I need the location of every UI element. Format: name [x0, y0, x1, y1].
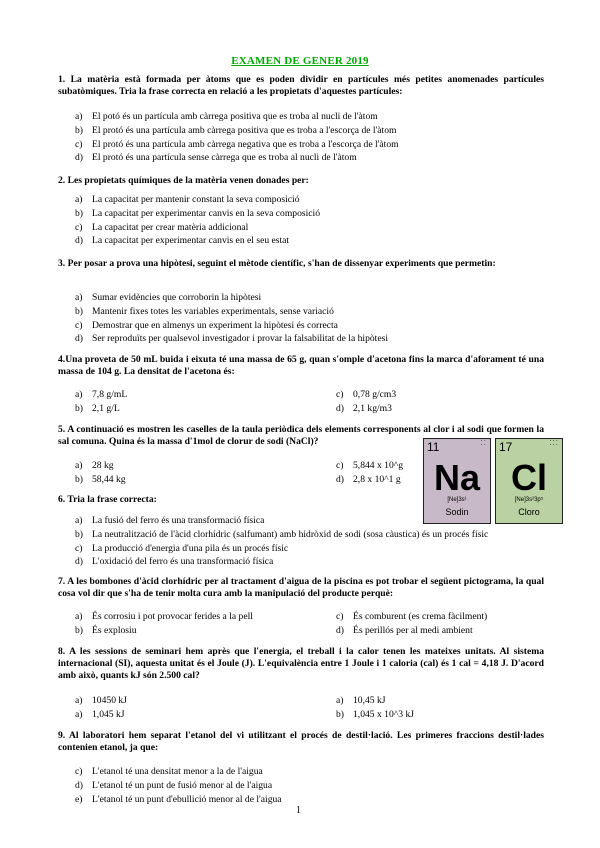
option	[75, 709, 125, 721]
electron-config: [Ne]3s²3p⁵	[514, 497, 544, 503]
option-text: 7,8 g/mL	[92, 389, 128, 400]
option-letter: b)	[75, 403, 83, 414]
option	[336, 460, 403, 472]
option-text: El potó és un partícula amb càrrega positiva que es troba al nucli de l'àtom	[92, 111, 378, 122]
chlorine-element-tile	[495, 438, 563, 524]
option-text: La capacitat per experimentar canvis en el seu estat	[92, 235, 290, 247]
option	[336, 403, 392, 415]
option-text: És perillós per al medi ambient	[353, 625, 473, 636]
option-letter: b)	[75, 207, 83, 219]
option	[75, 389, 127, 401]
option-letter: a)	[75, 611, 83, 622]
option-text: L'oxidació del ferro és una transformació física	[92, 556, 274, 568]
option	[75, 695, 127, 707]
question-2-options	[75, 194, 320, 249]
option-letter: e)	[75, 793, 83, 805]
question-3: 3. Per posar a prova una hipòtesi, seguint el mètode científic, s'han de dissenyar experiments que permetin:	[58, 258, 496, 269]
option-letter: d)	[75, 152, 83, 164]
option-letter: b)	[75, 625, 83, 636]
option-text: L'etanol té un punt de fusió menor al de l'aigua	[92, 779, 273, 791]
option-letter: a)	[75, 194, 83, 205]
option-letter: c)	[336, 611, 344, 622]
option	[336, 625, 473, 637]
option-letter: a)	[75, 695, 83, 706]
question-9-options	[75, 766, 282, 807]
page-number: 1	[296, 805, 301, 816]
atomic-number: 11	[427, 440, 440, 454]
option	[75, 474, 126, 486]
option-text: La capacitat per experimentar canvis en la seva composició	[92, 207, 321, 219]
question-5: 5. A continuació es mostren les caselles de la taula periòdica dels elements corresponents al clor i al sodi que formen la sal comuna. Quina és la massa d'1mol de clorur de sodi (NaCl)?	[58, 424, 544, 447]
option-text: Ser reproduïts per qualsevol investigador i provar la falsabilitat de la hipòtesi	[92, 333, 388, 345]
option	[75, 543, 488, 557]
option-letter: a)	[75, 460, 83, 471]
option-text: La fusió del ferro és una transformació física	[92, 515, 265, 526]
option-text: El protó és una partícula amb càrrega negativa que es troba a l'escorça de l'àtom	[92, 138, 399, 150]
option-letter: c)	[75, 221, 83, 233]
element-name: Sodin	[445, 507, 469, 517]
option-letter: b)	[75, 305, 83, 317]
option	[75, 766, 282, 780]
option-text: 0,78 g/cm3	[353, 389, 397, 400]
option-text: 28 kg	[92, 460, 114, 471]
option-letter: a)	[75, 292, 83, 303]
option	[75, 125, 399, 139]
option-text: 2,1 kg/m3	[353, 403, 392, 414]
option-letter: a)	[75, 709, 83, 720]
option	[75, 194, 320, 208]
question-9: 9. Al laboratori hem separat l'etanol del vi utilitzant el procés de destil·lació. Les primeres fraccions destil·lades contenien etanol, ja que:	[58, 730, 544, 753]
question-4: 4.Una proveta de 50 mL buida i eixuta té una massa de 65 g, quan s'omple d'acetona fins la marca d'aforament té una massa de 104 g. La densitat de l'acetona és:	[58, 354, 544, 377]
option-text: El protó és una partícula amb càrrega positiva que es troba a l'escorça de l'àtom	[92, 124, 397, 136]
option-letter: a)	[75, 515, 83, 526]
option	[75, 111, 399, 125]
option-text: És corrosiu i pot provocar ferides a la pell	[92, 611, 253, 622]
option-letter: d)	[336, 474, 344, 485]
element-symbol: Cl	[511, 457, 547, 498]
option	[75, 625, 137, 637]
option	[336, 611, 487, 623]
element-symbol: Na	[433, 457, 481, 498]
option	[75, 780, 282, 794]
option-text: El protó és una partícula sense càrrega que es troba al nucli de l'àtom	[92, 152, 357, 164]
option-text: 58,44 kg	[92, 474, 126, 485]
option-letter: d)	[336, 625, 344, 636]
option-letter: a)	[336, 695, 344, 706]
option-letter: d)	[336, 403, 344, 414]
option-text: La capacitat per crear matèria addicional	[92, 221, 249, 233]
question-1-options	[75, 111, 399, 166]
option	[75, 306, 388, 320]
option	[75, 139, 399, 153]
option-letter: d)	[75, 556, 83, 568]
option	[336, 695, 386, 707]
option-letter: d)	[75, 779, 83, 791]
question-8: 8. A les sessions de seminari hem après que l'energia, el treball i la calor tenen les mateixes unitats. Al sistema internacional (SI), aquesta unitat és el Joule (J). L'equivalència entre 1 Joule i 1 caloria (cal) és 1 cal = 4,18 J. D'acord amb això, quants kJ són 2.500 cal?	[58, 646, 544, 681]
question-2: 2. Les propietats químiques de la matèria venen donades per:	[58, 175, 309, 186]
option-letter: c)	[336, 460, 344, 471]
electron-dots: ⁚⁚⁚	[549, 440, 559, 447]
option-letter: c)	[75, 138, 83, 150]
option-letter: b)	[336, 709, 344, 720]
option	[336, 709, 414, 721]
option	[75, 529, 488, 543]
option-text: 2,1 g/L	[92, 403, 120, 414]
option	[75, 222, 320, 236]
option-text: 1,045 x 10^3 kJ	[353, 709, 415, 720]
question-3-options	[75, 292, 388, 347]
option-text: La capacitat per mantenir constant la seva composició	[92, 194, 300, 205]
sodium-element-tile	[423, 438, 491, 524]
option	[75, 794, 282, 808]
option-letter: c)	[75, 766, 83, 777]
option	[75, 152, 399, 166]
option	[75, 556, 488, 570]
option-text: La neutralització de l'àcid clorhídric (salfumant) amb hidròxid de sodi (sosa càustica) és un procés físic	[92, 528, 489, 540]
option	[75, 515, 488, 529]
option	[336, 474, 401, 486]
option	[75, 333, 388, 347]
question-6-options	[75, 515, 488, 570]
option-text: Sumar evidències que corroborin la hipòtesi	[92, 292, 262, 303]
option-letter: a)	[75, 389, 83, 400]
option-text: És comburent (es crema fàcilment)	[353, 611, 488, 622]
atomic-number: 17	[499, 440, 513, 454]
option	[75, 460, 114, 472]
option	[75, 320, 388, 334]
option	[75, 208, 320, 222]
question-7: 7. A les bombones d'àcid clorhídric per al tractament d'aigua de la piscina es pot trobar el següent pictograma, la qual cosa vol dir que s'ha de tenir molta cura amb la manipulació del producte perquè:	[58, 576, 544, 599]
option-text: Demostrar que en almenys un experiment la hipòtesi és correcta	[92, 319, 338, 331]
option-letter: c)	[336, 389, 344, 400]
option-text: 5,844 x 10^g	[353, 460, 404, 471]
option-text: 10,45 kJ	[353, 695, 386, 706]
option-letter: b)	[75, 124, 83, 136]
option-letter: a)	[75, 111, 83, 122]
option	[75, 403, 120, 415]
option-text: Mantenir fixes totes les variables experimentals, sense variació	[92, 305, 334, 317]
option-text: L'etanol té un punt d'ebullició menor al de l'aigua	[92, 793, 282, 805]
option-text: 2,8 x 10^1 g	[353, 474, 401, 485]
option	[75, 235, 320, 249]
option-text: L'etanol té una densitat menor a la de l'aigua	[92, 766, 263, 777]
option-letter: b)	[75, 528, 83, 540]
option-letter: c)	[75, 542, 83, 554]
exam-title: EXAMEN DE GENER 2019	[231, 55, 369, 67]
option-letter: d)	[75, 333, 83, 345]
option-text: És explosiu	[92, 625, 137, 636]
electron-dots: ⁚⁚	[480, 440, 487, 447]
question-6: 6. Tria la frase correcta:	[58, 494, 157, 505]
option-text: La producció d'energia d'una pila és un procés físic	[92, 542, 289, 554]
option-letter: b)	[75, 474, 83, 485]
option-text: 10450 kJ	[92, 695, 127, 706]
electron-config: [Ne]3s¹	[447, 497, 467, 503]
option	[75, 611, 253, 623]
option	[336, 389, 396, 401]
option-letter: c)	[75, 319, 83, 331]
question-1: 1. La matèria està formada per àtoms que es poden dividir en partícules més petites anomenades partícules subatòmiques. Tria la frase correcta en relació a les propietats d'aquestes partícules:	[58, 74, 544, 97]
option-letter: d)	[75, 235, 83, 247]
option-text: 1,045 kJ	[92, 709, 125, 720]
option	[75, 292, 388, 306]
element-name: Cloro	[518, 507, 540, 517]
